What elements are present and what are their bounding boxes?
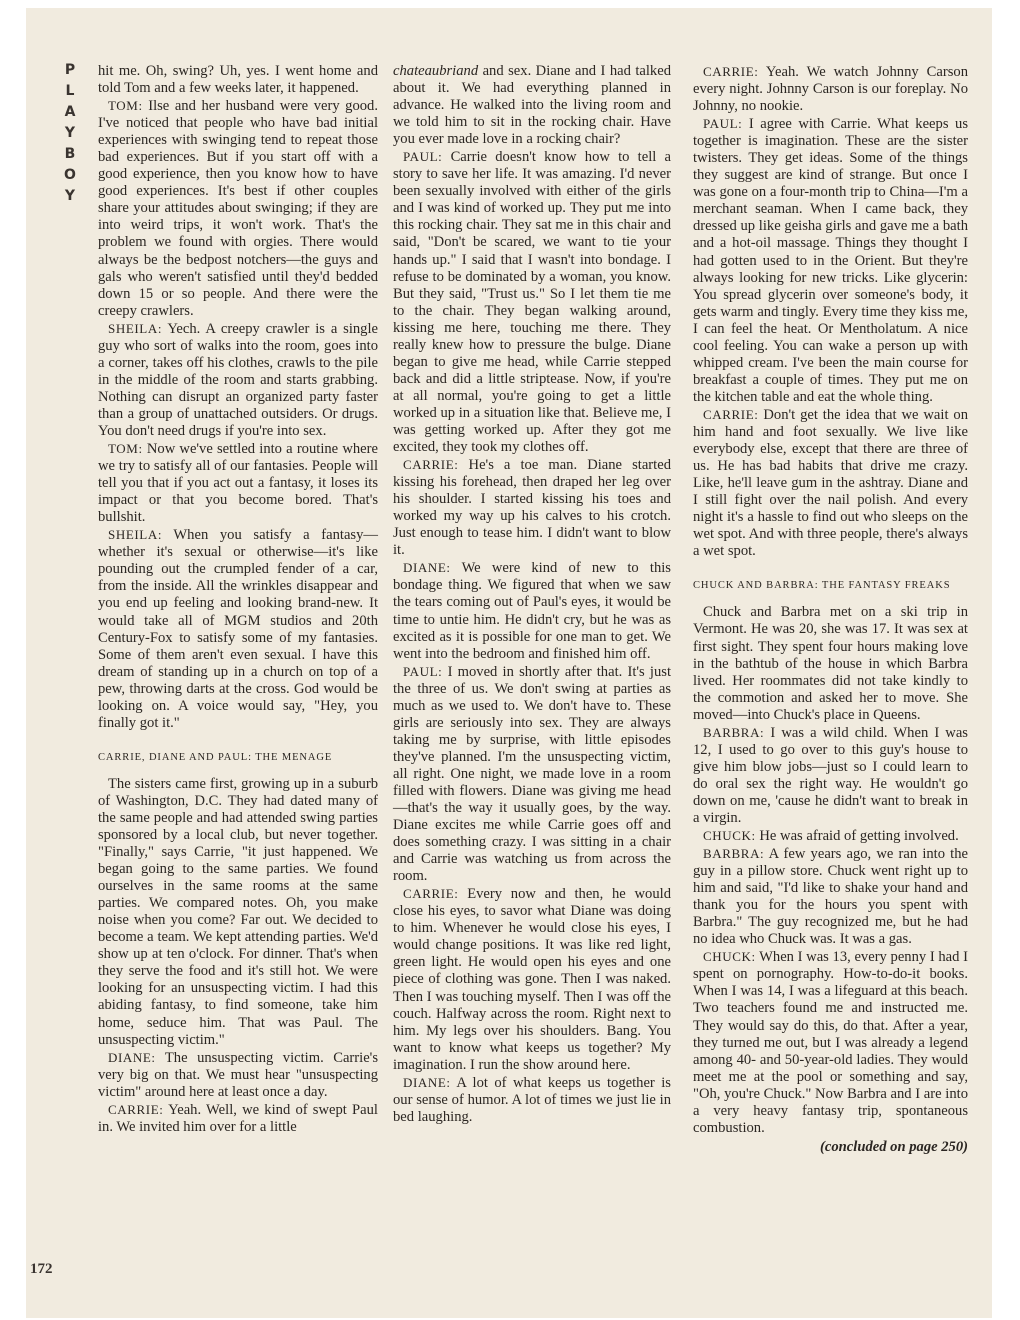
speaker-label: CARRIE: [703,406,759,422]
paragraph: CARRIE: He's a toe man. Diane started kissing his forehead, then draped her leg over his shoulder. I started kissing his toes and worked my way up his calves to his crotch. Just enough to tease him. I didn't want to blow it. [393,457,671,559]
paragraph: DIANE: We were kind of new to this bondage thing. We figured that when we saw the tears coming out of Paul's eyes, it would be time to untie him. He didn't cry, but he was as excited as it is possible for one man to get. We went into the bedroom and finished him off. [393,560,671,662]
paragraph: hit me. Oh, swing? Uh, yes. I went home and told Tom and a few weeks later, it happened. [98,63,378,97]
speaker-label: CARRIE: [108,1101,164,1117]
paragraph: TOM: Ilse and her husband were very good. I've noticed that people who have bad initial experiences with swinging tend to repeat those bad experiences. But if you start off with a good experience, then you know how to have good experiences. It's best if other couples share your attitudes about swinging; if they are into weird trips, it won't work. That's the problem we found with orgies. There would always be the bedpost notchers—the guys and gals who weren't satisfied until they'd bedded down 15 or so people. And there were the creepy crawlers. [98,98,378,319]
paragraph: CARRIE: Every now and then, he would close his eyes, to savor what Diane was doing to him. Whenever he would close his eyes, I would change positions. It was like red light, green light. He would open his eyes and one piece of clothing was gone. Then I was naked. Then I was touching myself. Then I was off the couch. Halfway across the room. Right next to him. My legs over his shoulders. Bang. You want to know what keeps us together? My imagination. I run the show around here. [393,886,671,1073]
paragraph: CHUCK: When I was 13, every penny I had I spent on pornography. How-to-do-it books. When I was 14, I was a lifeguard at this beach. Two teachers found me and instructed me. They would say do this, do that. After a year, they turned me out, but I was already a legend among 40- and 50-year-old ladies. They would meet me at the pool or something and say, "Oh, you're Chuck." Now Barbra and I are into a very heavy fantasy trip, spontaneous combustion. [693,949,968,1136]
speaker-label: BARBRA: [703,724,765,740]
speaker-label: PAUL: [403,663,443,679]
paragraph: CARRIE: Yeah. Well, we kind of swept Paul in. We invited him over for a little [98,1101,378,1135]
speaker-label: PAUL: [403,149,443,165]
speaker-label: SHEILA: [108,527,163,543]
paragraph: DIANE: The unsuspecting victim. Carrie's very big on that. We must hear "unsuspecting victim" around here at least once a day. [98,1049,378,1100]
paragraph: BARBRA: A few years ago, we ran into the guy in a pillow store. Chuck went right up to him and said, "I'd like to shake your hand and thank you for the hours you spent with Barbra." The guy recognized me, but he had no idea who Chuck was. It was a gas. [693,846,968,948]
paragraph: Chuck and Barbra met on a ski trip in Vermont. He was 20, she was 17. It was sex at first sight. They spent four hours making love in the bathtub of the house in which Barbra lived. Her roommates did not take kindly to the commotion and asked her to move. She moved—into Chuck's place in Queens. [693,604,968,723]
paragraph: PAUL: Carrie doesn't know how to tell a story to save her life. It was amazing. I'd never been sexually involved with either of the girls and I was kind of worked up. They put me into this rocking chair. They sat me in this chair and said, "Don't be scared, we want to tie your hands up." I said that I wasn't into bondage. I refuse to be dominated by a woman, you know. But they said, "Trust us." So I let them tie me to the chair. They began walking around, kissing me here, touching me there. They really knew how to pressure the bulge. Diane began to give me head, while Carrie stepped back and did a little striptease. Now, if you're at all normal, you're going to get a little worked up in a situation like that. Believe me, I was getting worked up. After they got me excited, they took my clothes off. [393,149,671,456]
paragraph: CARRIE: Yeah. We watch Johnny Carson every night. Johnny Carson is our foreplay. No Johnny, no nookie. [693,64,968,115]
speaker-label: CARRIE: [403,457,459,473]
speaker-label: CHUCK: [703,949,756,965]
magazine-name-letter: Y [64,125,76,141]
speaker-label: CHUCK: [703,828,756,844]
magazine-name-letter: B [64,146,76,162]
paragraph: chateaubriand and sex. Diane and I had talked about it. We had everything planned in advance. He walked into the living room and we told him to sit in the rocking chair. Have you ever made love in a rocking chair? [393,63,671,148]
page-number: 172 [30,1261,53,1277]
speaker-label: CARRIE: [403,886,459,902]
paragraph: DIANE: A lot of what keeps us together is our sense of humor. A lot of times we just lie in bed laughing. [393,1074,671,1125]
column-2 [393,63,671,1126]
paragraph: The sisters came first, growing up in a suburb of Washington, D.C. They had dated many of the same people and had attended swing parties sponsored by a local club, but never together. "Finally," says Carrie, "it just happened. We began going to the same parties. We found ourselves in the same rooms at the same parties. We compared notes. Oh, you make noise when you come? Far out. We decided to become a team. We kept attending parties. We'd show up at ten o'clock. For dinner. That's when they serve the food and it's still hot. We were looking for an unsuspecting victim. I had this abiding fantasy, to find someone, take him home, seduce him. That was Paul. The unsuspecting victim." [98,775,378,1048]
speaker-label: PAUL: [703,116,743,132]
paragraph: PAUL: I agree with Carrie. What keeps us together is imagination. These are the sister twisters. They get ideas. Some of the things they suggest are kind of strange. But once I was gone on a four-month trip to China—I'm a merchant seaman. When I came back, they dressed up like geisha girls and gave me a bath and a hot-oil massage. Things they thought I had gotten used to in the Orient. But they're always looking for new tricks. Like glycerin: You spread glycerin over someone's body, it gets warm and tingly. Every time they kiss me, I can feel the heat. Or Mentholatum. A nice cool feeling. You can wake a person up with whipped cream. I've been the main course for breakfast a couple of times. They put me on the kitchen table and eat the whole thing. [693,116,968,405]
paragraph: SHEILA: Yech. A creepy crawler is a single guy who sort of walks into the room, goes into a corner, takes off his clothes, crawls to the pile in the middle of the room and starts grabbing. Nothing can disrupt an organized party faster than a group of unattached outsiders. Or drugs. You don't need drugs if you're into sex. [98,320,378,439]
magazine-name-vertical [60,60,80,207]
speaker-label: SHEILA: [108,320,163,336]
speaker-label: BARBRA: [703,846,765,862]
paragraph: CARRIE: Don't get the idea that we wait on him hand and foot sexually. We live like everybody else, except that there are three of us. He has bad habits that drive me crazy. Like, he'll leave gum in the ashtray. Diane and I still fight over the nail polish. And every night it's a hassle to find out who sleeps on the wet spot. And with three people, there's always a wet spot. [693,406,968,560]
paragraph: CHUCK: He was afraid of getting involved. [703,828,959,845]
section-subhead: CHUCK AND BARBRA: THE FANTASY FREAKS [693,580,951,592]
magazine-name-letter: A [64,104,76,120]
paragraph: TOM: Now we've settled into a routine where we try to satisfy all of our fantasies. People will tell you that if you act out a fantasy, it loses its impact or that you become bored. That's bullshit. [98,441,378,526]
magazine-name-letter: O [64,167,76,183]
speaker-label: TOM: [108,441,143,457]
column-1 [98,63,378,1136]
paragraph: PAUL: I moved in shortly after that. It's just the three of us. We don't swing at parties as much as we used to. We don't have to. These girls are seriously into sex. They are always taking me by surprise, with little episodes they've planned. I'm the unsuspecting victim, all right. One night, we made love in a room filled with flowers. Diane was giving me head—that's the way it usually goes, by the way. Diane excites me while Carrie goes off and does something crazy. I was sitting in a chair and Carrie was watching us from across the room. [393,663,671,885]
section-subhead: CARRIE, DIANE AND PAUL: THE MENAGE [98,751,333,763]
speaker-label: DIANE: [108,1049,156,1065]
paragraph: BARBRA: I was a wild child. When I was 12, I used to go over to this guy's house to give him blow jobs—just so I could learn to do oral sex the right way. He wouldn't go down on me, 'cause he didn't want to break in a virgin. [693,724,968,826]
speaker-label: TOM: [108,98,143,114]
speaker-label: DIANE: [403,1074,451,1090]
continuation-note: (concluded on page 250) [820,1138,968,1155]
magazine-name-letter: P [64,62,76,78]
column-3 [693,63,968,1156]
magazine-name-letter: L [65,83,75,99]
paragraph: SHEILA: When you satisfy a fantasy—whether it's sexual or otherwise—it's like pounding out the crumpled fender of a car, from the inside. All the wrinkles disappear and you end up feeling and looking brand-new. It would take all of MGM studios and 20th Century-Fox to satisfy some of my fantasies. Some of them aren't even sexual. I have this dream of standing up in a church on top of a pew, throwing darts at the cross. God would be looking on. A voice would say, "Hey, you finally got it." [98,527,378,731]
magazine-page [26,8,992,1318]
speaker-label: CARRIE: [703,64,759,79]
speaker-label: DIANE: [403,560,451,576]
magazine-name-letter: Y [64,188,76,204]
